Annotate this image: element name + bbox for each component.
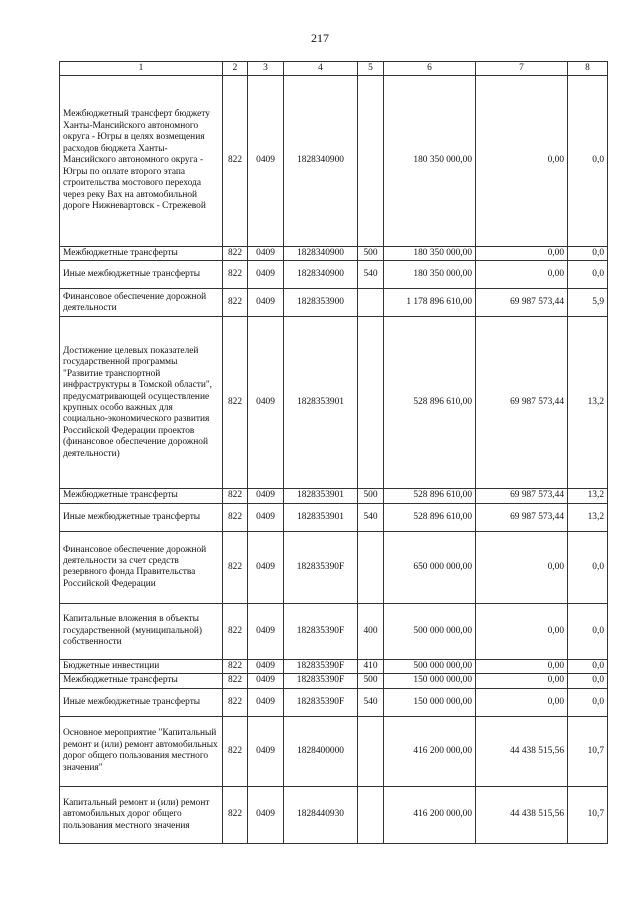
cell-ministry-code: 822 xyxy=(223,786,248,843)
budget-table xyxy=(59,61,608,844)
cell-section-code: 0409 xyxy=(248,247,284,261)
table-row xyxy=(60,489,608,503)
cell-executed-amount: 0,00 xyxy=(476,674,568,688)
cell-section-code: 0409 xyxy=(248,786,284,843)
cell-executed-amount: 69 987 573,44 xyxy=(476,317,568,489)
cell-ministry-code: 822 xyxy=(223,317,248,489)
cell-plan-amount: 180 350 000,00 xyxy=(384,76,476,247)
cell-target-article: 1828400000 xyxy=(284,716,358,786)
header-cell: 3 xyxy=(248,62,284,76)
cell-expense-type: 540 xyxy=(358,261,384,289)
cell-section-code: 0409 xyxy=(248,659,284,673)
cell-ministry-code: 822 xyxy=(223,489,248,503)
cell-expense-type: 400 xyxy=(358,603,384,659)
table-row xyxy=(60,716,608,786)
cell-target-article: 182835390F xyxy=(284,603,358,659)
table-row xyxy=(60,503,608,531)
cell-plan-amount: 416 200 000,00 xyxy=(384,786,476,843)
cell-plan-amount: 416 200 000,00 xyxy=(384,716,476,786)
cell-plan-amount: 500 000 000,00 xyxy=(384,603,476,659)
cell-executed-amount: 0,00 xyxy=(476,531,568,603)
cell-percent: 5,9 xyxy=(568,289,608,317)
table-row xyxy=(60,247,608,261)
cell-executed-amount: 0,00 xyxy=(476,659,568,673)
cell-executed-amount: 0,00 xyxy=(476,76,568,247)
cell-executed-amount: 0,00 xyxy=(476,603,568,659)
row-name: Бюджетные инвестиции xyxy=(60,659,223,673)
row-name: Достижение целевых показателей государственной программы "Развитие транспортной инфраструктуры в Томской области", предусматривающей осуществление крупных особо важных для социально-экономического развития Российской Федерации проектов (финансовое обеспечение дорожной деятельности) xyxy=(60,317,223,489)
cell-plan-amount: 650 000 000,00 xyxy=(384,531,476,603)
cell-expense-type xyxy=(358,531,384,603)
cell-ministry-code: 822 xyxy=(223,674,248,688)
cell-ministry-code: 822 xyxy=(223,247,248,261)
row-name: Межбюджетные трансферты xyxy=(60,674,223,688)
header-cell: 5 xyxy=(358,62,384,76)
row-name: Иные межбюджетные трансферты xyxy=(60,503,223,531)
cell-ministry-code: 822 xyxy=(223,603,248,659)
cell-expense-type xyxy=(358,716,384,786)
header-cell: 1 xyxy=(60,62,223,76)
header-cell: 6 xyxy=(384,62,476,76)
cell-executed-amount: 0,00 xyxy=(476,247,568,261)
cell-section-code: 0409 xyxy=(248,503,284,531)
cell-ministry-code: 822 xyxy=(223,531,248,603)
cell-target-article: 182835390F xyxy=(284,688,358,716)
cell-executed-amount: 69 987 573,44 xyxy=(476,489,568,503)
cell-expense-type: 410 xyxy=(358,659,384,673)
page-number: 217 xyxy=(311,31,329,45)
cell-percent: 0,0 xyxy=(568,531,608,603)
cell-percent: 0,0 xyxy=(568,76,608,247)
cell-plan-amount: 180 350 000,00 xyxy=(384,247,476,261)
cell-expense-type: 540 xyxy=(358,503,384,531)
cell-ministry-code: 822 xyxy=(223,659,248,673)
cell-expense-type xyxy=(358,786,384,843)
cell-percent: 0,0 xyxy=(568,247,608,261)
cell-section-code: 0409 xyxy=(248,674,284,688)
table-row xyxy=(60,603,608,659)
cell-plan-amount: 528 896 610,00 xyxy=(384,317,476,489)
table-row xyxy=(60,289,608,317)
cell-target-article: 1828340900 xyxy=(284,247,358,261)
cell-plan-amount: 500 000 000,00 xyxy=(384,659,476,673)
cell-target-article: 1828440930 xyxy=(284,786,358,843)
cell-percent: 13,2 xyxy=(568,489,608,503)
cell-executed-amount: 44 438 515,56 xyxy=(476,786,568,843)
table-row xyxy=(60,674,608,688)
cell-target-article: 1828353900 xyxy=(284,289,358,317)
cell-section-code: 0409 xyxy=(248,289,284,317)
table-row xyxy=(60,659,608,673)
row-name: Межбюджетные трансферты xyxy=(60,247,223,261)
cell-section-code: 0409 xyxy=(248,261,284,289)
row-name: Финансовое обеспечение дорожной деятельности за счет средств резервного фонда Правительства Российской Федерации xyxy=(60,531,223,603)
table-row xyxy=(60,786,608,843)
cell-executed-amount: 69 987 573,44 xyxy=(476,289,568,317)
cell-expense-type: 540 xyxy=(358,688,384,716)
cell-target-article: 1828340900 xyxy=(284,261,358,289)
cell-percent: 10,7 xyxy=(568,716,608,786)
header-cell: 4 xyxy=(284,62,358,76)
cell-expense-type xyxy=(358,76,384,247)
row-name: Межбюджетный трансферт бюджету Ханты-Мансийского автономного округа - Югры в целях возмещения расходов бюджета Ханты-Мансийского автономного округа - Югры по оплате второго этапа строительства мостового перехода через реку Вах на автомобильной дороге Нижневартовск - Стрежевой xyxy=(60,76,223,247)
cell-ministry-code: 822 xyxy=(223,261,248,289)
cell-target-article: 182835390F xyxy=(284,531,358,603)
cell-percent: 0,0 xyxy=(568,261,608,289)
row-name: Иные межбюджетные трансферты xyxy=(60,261,223,289)
row-name: Межбюджетные трансферты xyxy=(60,489,223,503)
cell-expense-type: 500 xyxy=(358,674,384,688)
table-row xyxy=(60,261,608,289)
cell-percent: 0,0 xyxy=(568,674,608,688)
cell-expense-type xyxy=(358,289,384,317)
cell-expense-type xyxy=(358,317,384,489)
cell-ministry-code: 822 xyxy=(223,289,248,317)
cell-plan-amount: 180 350 000,00 xyxy=(384,261,476,289)
header-cell: 7 xyxy=(476,62,568,76)
cell-executed-amount: 0,00 xyxy=(476,688,568,716)
cell-plan-amount: 150 000 000,00 xyxy=(384,688,476,716)
header-cell: 8 xyxy=(568,62,608,76)
cell-ministry-code: 822 xyxy=(223,76,248,247)
cell-executed-amount: 0,00 xyxy=(476,261,568,289)
cell-section-code: 0409 xyxy=(248,76,284,247)
cell-target-article: 1828353901 xyxy=(284,503,358,531)
cell-section-code: 0409 xyxy=(248,716,284,786)
cell-ministry-code: 822 xyxy=(223,716,248,786)
cell-executed-amount: 69 987 573,44 xyxy=(476,503,568,531)
row-name: Основное мероприятие "Капитальный ремонт и (или) ремонт автомобильных дорог общего пользования местного значения" xyxy=(60,716,223,786)
cell-section-code: 0409 xyxy=(248,531,284,603)
row-name: Капитальный ремонт и (или) ремонт автомобильных дорог общего пользования местного значения xyxy=(60,786,223,843)
cell-section-code: 0409 xyxy=(248,603,284,659)
table-row xyxy=(60,317,608,489)
cell-target-article: 1828353901 xyxy=(284,489,358,503)
cell-section-code: 0409 xyxy=(248,688,284,716)
cell-target-article: 182835390F xyxy=(284,659,358,673)
cell-plan-amount: 528 896 610,00 xyxy=(384,489,476,503)
cell-section-code: 0409 xyxy=(248,489,284,503)
cell-percent: 13,2 xyxy=(568,503,608,531)
table-row xyxy=(60,688,608,716)
header-cell: 2 xyxy=(223,62,248,76)
table-row xyxy=(60,76,608,247)
cell-ministry-code: 822 xyxy=(223,688,248,716)
cell-target-article: 1828340900 xyxy=(284,76,358,247)
row-name: Иные межбюджетные трансферты xyxy=(60,688,223,716)
cell-percent: 0,0 xyxy=(568,659,608,673)
table-row xyxy=(60,531,608,603)
cell-target-article: 1828353901 xyxy=(284,317,358,489)
cell-ministry-code: 822 xyxy=(223,503,248,531)
cell-plan-amount: 528 896 610,00 xyxy=(384,503,476,531)
cell-percent: 10,7 xyxy=(568,786,608,843)
cell-percent: 13,2 xyxy=(568,317,608,489)
cell-percent: 0,0 xyxy=(568,688,608,716)
cell-expense-type: 500 xyxy=(358,489,384,503)
cell-percent: 0,0 xyxy=(568,603,608,659)
cell-target-article: 182835390F xyxy=(284,674,358,688)
cell-plan-amount: 1 178 896 610,00 xyxy=(384,289,476,317)
cell-section-code: 0409 xyxy=(248,317,284,489)
header-row xyxy=(60,62,608,76)
row-name: Финансовое обеспечение дорожной деятельности xyxy=(60,289,223,317)
cell-plan-amount: 150 000 000,00 xyxy=(384,674,476,688)
cell-executed-amount: 44 438 515,56 xyxy=(476,716,568,786)
row-name: Капитальные вложения в объекты государственной (муниципальной) собственности xyxy=(60,603,223,659)
cell-expense-type: 500 xyxy=(358,247,384,261)
